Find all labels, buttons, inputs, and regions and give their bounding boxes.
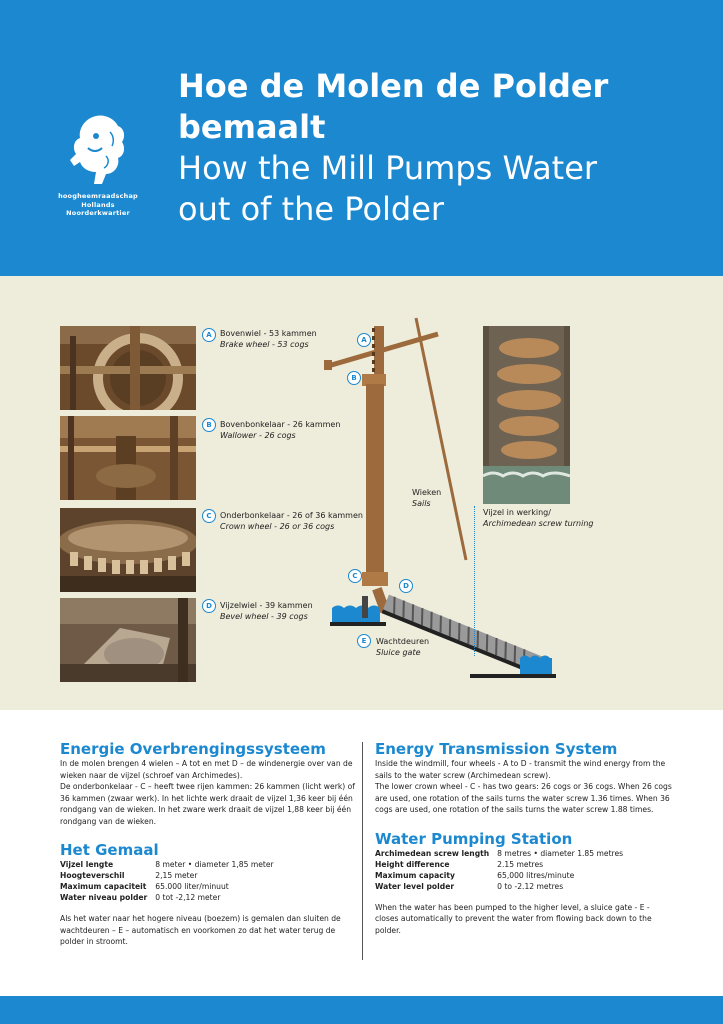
energy-heading-dutch: Energie Overbrengingssysteem	[60, 740, 326, 758]
screw-english: Archimedean screw turning	[483, 519, 594, 528]
spec-value: 2,15 meter	[155, 871, 198, 880]
spec-row	[60, 859, 274, 870]
sails-dutch: Wieken	[412, 488, 442, 497]
spec-table-english	[375, 848, 623, 892]
axle-end	[324, 360, 332, 370]
diagram-badge-e: E	[357, 634, 371, 648]
sails-label	[412, 487, 441, 509]
spec-row	[375, 870, 623, 881]
vertical-shaft	[366, 384, 384, 574]
spec-value: 0 tot -2,12 meter	[155, 893, 221, 902]
energy-text-dutch-1: In de molen brengen 4 wielen – A tot en met D – de windenergie over van de wieken naar de vijzel (schroef van Archimedes).	[60, 759, 353, 780]
part-d-dutch: Vijzelwiel - 39 kammen	[220, 601, 313, 610]
energy-heading-english: Energy Transmission System	[375, 740, 618, 758]
spec-row	[60, 892, 274, 903]
organization-logo	[52, 112, 144, 218]
screw-turning-photo	[483, 326, 570, 504]
badge-c: C	[202, 509, 216, 523]
spec-row	[60, 881, 274, 892]
diagram-badge-d: D	[399, 579, 413, 593]
part-a-english: Brake wheel - 53 cogs	[220, 340, 309, 349]
lower-water	[520, 658, 552, 674]
spec-row	[60, 870, 274, 881]
logo-text	[52, 192, 144, 218]
spec-key: Water level polder	[375, 881, 455, 891]
part-b-dutch: Bovenbonkelaar - 26 kammen	[220, 420, 341, 429]
page-title	[178, 66, 608, 230]
diagram-badge-a: A	[357, 333, 371, 347]
part-d-label	[220, 600, 313, 622]
spec-value: 8 metres • diameter 1.85 metres	[497, 848, 624, 858]
wallower-photo	[60, 416, 196, 500]
spec-key: Hoogteverschil	[60, 871, 125, 880]
logo-line-2: Hollands	[81, 200, 115, 209]
part-c-english: Crown wheel - 26 or 36 cogs	[220, 522, 335, 531]
energy-text-english-1: Inside the windmill, four wheels - A to D - transmit the wind energy from the sails to the water screw (Archimedean screw).	[375, 759, 666, 780]
spec-value: 0 to -2.12 metres	[497, 881, 564, 891]
spec-value: 2.15 metres	[497, 859, 544, 869]
dutch-column	[60, 740, 360, 948]
logo-line-1: hoogheemraadschap	[58, 192, 138, 200]
screw-pointer-line	[474, 506, 475, 656]
energy-text-english-2: The lower crown wheel - C - has two gears: 26 cogs or 36 cogs. When 26 cogs are used, one rotation of the sails turns the water screw 1.36 times. When 36 cogs are used, one rotation of the sails turns the water screw 1.88 times.	[375, 782, 672, 814]
logo-line-3: Noorderkwartier	[66, 209, 130, 217]
title-dutch-line-1: Hoe de Molen de Polder	[178, 67, 609, 105]
part-a-label	[220, 328, 317, 350]
sails-shaft	[416, 318, 466, 560]
spec-key: Water niveau polder	[60, 893, 148, 902]
brake-wheel-photo	[60, 326, 196, 410]
lower-waves	[520, 656, 550, 659]
bevel-wheel-photo	[60, 598, 196, 682]
station-text-english: When the water has been pumped to the higher level, a sluice gate - E - closes automatically to prevent the water from flowing back down to the polder.	[375, 902, 652, 935]
station-heading-dutch: Het Gemaal	[60, 841, 159, 859]
title-dutch-line-2: bemaalt	[178, 108, 326, 146]
badge-d: D	[202, 599, 216, 613]
column-divider	[362, 742, 363, 960]
brake-wheel	[374, 326, 384, 380]
sluice-gate-english: Sluice gate	[376, 648, 421, 657]
badge-b: B	[202, 418, 216, 432]
english-column	[375, 740, 675, 936]
diagram-badge-c: C	[348, 569, 362, 583]
header-banner	[0, 0, 723, 276]
part-c-dutch: Onderbonkelaar - 26 of 36 kammen	[220, 511, 363, 520]
sluice-gate-shape	[362, 596, 368, 618]
energy-text-dutch-2: De onderbonkelaar - C – heeft twee rijen kammen: 26 kammen (licht werk) of 36 kammen (zwaar werk). In het lichte werk draait de vijzel 1,36 keer bij één rondgang van de wieken. In het zware werk draait de vijzel 1,88 keer bij één rondgang van de wieken.	[60, 782, 355, 826]
title-english-line-1: How the Mill Pumps Water	[178, 149, 598, 187]
title-english-line-2: out of the Polder	[178, 190, 445, 228]
badge-a: A	[202, 328, 216, 342]
crown-wheel-photo	[60, 508, 196, 592]
spec-row	[375, 881, 623, 892]
station-text-dutch: Als het water naar het hogere niveau (boezem) is gemalen dan sluiten de wachtdeuren – E – automatisch en voorkomen zo dat het water terug de polder in stroomt.	[60, 914, 341, 946]
lion-logo-icon	[66, 112, 128, 186]
spec-value: 65.000 liter/minuut	[155, 882, 229, 891]
footer-bar	[0, 996, 723, 1024]
spec-key: Vijzel lengte	[60, 860, 114, 869]
station-heading-english: Water Pumping Station	[375, 829, 573, 848]
part-a-dutch: Bovenwiel - 53 kammen	[220, 329, 317, 338]
spec-value: 8 meter • diameter 1,85 meter	[155, 860, 274, 869]
diagram-badge-b: B	[347, 371, 361, 385]
sluice-gate-dutch: Wachtdeuren	[376, 637, 430, 646]
screw-dutch: Vijzel in werking/	[483, 508, 551, 517]
spec-table-dutch	[60, 859, 274, 903]
polder-water	[332, 608, 380, 622]
sluice-gate-label	[376, 636, 429, 658]
spec-key: Archimedean screw length	[375, 848, 490, 858]
spec-row	[375, 848, 623, 859]
spec-key: Maximum capacity	[375, 870, 455, 880]
spec-key: Maximum capaciteit	[60, 882, 147, 891]
part-b-english: Wallower - 26 cogs	[220, 431, 296, 440]
crown-wheel-gear	[362, 572, 388, 586]
screw-label	[483, 507, 593, 529]
sails-english: Sails	[412, 499, 431, 508]
spec-key: Height difference	[375, 859, 450, 869]
polder-waves	[332, 606, 380, 609]
spec-value: 65,000 litres/minute	[497, 870, 575, 880]
part-d-english: Bevel wheel - 39 cogs	[220, 612, 308, 621]
spec-row	[375, 859, 623, 870]
